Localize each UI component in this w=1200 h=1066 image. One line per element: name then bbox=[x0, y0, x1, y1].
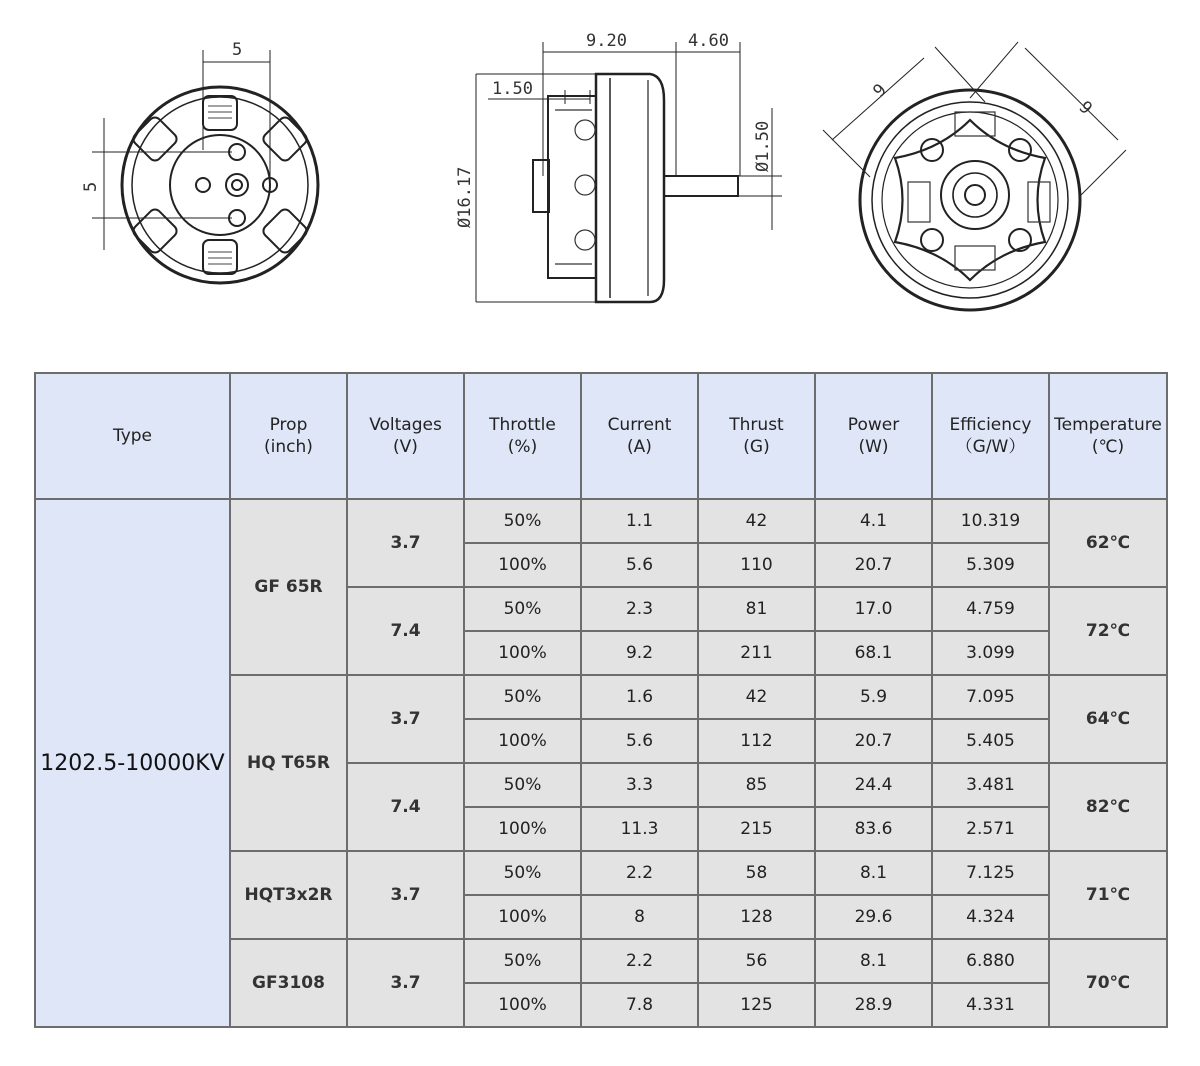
temperature-value: 62℃ bbox=[1049, 499, 1167, 587]
side-dim-base-offset: 1.50 bbox=[492, 79, 533, 99]
power-value: 83.6 bbox=[815, 807, 932, 851]
header-type: Type bbox=[35, 373, 230, 499]
current-value: 2.3 bbox=[581, 587, 698, 631]
header-row bbox=[35, 373, 1167, 499]
prop-name: HQT3x2R bbox=[230, 851, 347, 939]
throttle-value: 50% bbox=[464, 587, 581, 631]
efficiency-value: 4.324 bbox=[932, 895, 1049, 939]
thrust-value: 215 bbox=[698, 807, 815, 851]
throttle-value: 50% bbox=[464, 939, 581, 983]
current-value: 9.2 bbox=[581, 631, 698, 675]
thrust-value: 128 bbox=[698, 895, 815, 939]
thrust-value: 211 bbox=[698, 631, 815, 675]
back-dim-right: 9 bbox=[1074, 97, 1096, 119]
throttle-value: 100% bbox=[464, 895, 581, 939]
thrust-value: 42 bbox=[698, 499, 815, 543]
thrust-value: 110 bbox=[698, 543, 815, 587]
side-dim-diameter: Ø16.17 bbox=[455, 166, 475, 228]
side-dim-body-length: 9.20 bbox=[586, 31, 627, 51]
temperature-value: 82℃ bbox=[1049, 763, 1167, 851]
efficiency-value: 2.571 bbox=[932, 807, 1049, 851]
thrust-value: 125 bbox=[698, 983, 815, 1027]
voltage-value: 3.7 bbox=[347, 939, 464, 1027]
temperature-value: 72℃ bbox=[1049, 587, 1167, 675]
prop-name: HQ T65R bbox=[230, 675, 347, 851]
efficiency-value: 3.099 bbox=[932, 631, 1049, 675]
efficiency-value: 5.405 bbox=[932, 719, 1049, 763]
header-voltages: Voltages (V) bbox=[347, 373, 464, 499]
prop-name: GF 65R bbox=[230, 499, 347, 675]
voltage-value: 3.7 bbox=[347, 499, 464, 587]
power-value: 20.7 bbox=[815, 543, 932, 587]
efficiency-value: 10.319 bbox=[932, 499, 1049, 543]
thrust-value: 112 bbox=[698, 719, 815, 763]
header-thrust: Thrust (G) bbox=[698, 373, 815, 499]
current-value: 1.6 bbox=[581, 675, 698, 719]
thrust-value: 58 bbox=[698, 851, 815, 895]
header-current: Current (A) bbox=[581, 373, 698, 499]
motor-test-table bbox=[34, 372, 1168, 1028]
efficiency-value: 4.331 bbox=[932, 983, 1049, 1027]
side-dim-shaft-diameter: Ø1.50 bbox=[753, 120, 773, 172]
power-value: 8.1 bbox=[815, 939, 932, 983]
temperature-value: 64℃ bbox=[1049, 675, 1167, 763]
throttle-value: 100% bbox=[464, 543, 581, 587]
table-row bbox=[35, 499, 1167, 543]
current-value: 1.1 bbox=[581, 499, 698, 543]
voltage-value: 7.4 bbox=[347, 587, 464, 675]
current-value: 8 bbox=[581, 895, 698, 939]
front-dim-left: 5 bbox=[81, 181, 101, 192]
throttle-value: 100% bbox=[464, 807, 581, 851]
voltage-value: 3.7 bbox=[347, 675, 464, 763]
power-value: 4.1 bbox=[815, 499, 932, 543]
thrust-value: 56 bbox=[698, 939, 815, 983]
power-value: 28.9 bbox=[815, 983, 932, 1027]
throttle-value: 100% bbox=[464, 719, 581, 763]
header-throttle: Throttle (%) bbox=[464, 373, 581, 499]
current-value: 7.8 bbox=[581, 983, 698, 1027]
motor-type: 1202.5-10000KV bbox=[35, 499, 230, 1027]
current-value: 3.3 bbox=[581, 763, 698, 807]
power-value: 20.7 bbox=[815, 719, 932, 763]
power-value: 29.6 bbox=[815, 895, 932, 939]
throttle-value: 50% bbox=[464, 675, 581, 719]
current-value: 2.2 bbox=[581, 851, 698, 895]
back-view-drawing bbox=[823, 42, 1126, 310]
header-prop: Prop (inch) bbox=[230, 373, 347, 499]
power-value: 24.4 bbox=[815, 763, 932, 807]
thrust-value: 42 bbox=[698, 675, 815, 719]
throttle-value: 50% bbox=[464, 499, 581, 543]
efficiency-value: 3.481 bbox=[932, 763, 1049, 807]
efficiency-value: 6.880 bbox=[932, 939, 1049, 983]
efficiency-value: 7.095 bbox=[932, 675, 1049, 719]
power-value: 68.1 bbox=[815, 631, 932, 675]
thrust-value: 85 bbox=[698, 763, 815, 807]
voltage-value: 7.4 bbox=[347, 763, 464, 851]
efficiency-value: 7.125 bbox=[932, 851, 1049, 895]
current-value: 11.3 bbox=[581, 807, 698, 851]
current-value: 5.6 bbox=[581, 719, 698, 763]
front-view-drawing bbox=[81, 40, 318, 283]
side-dim-shaft-length: 4.60 bbox=[688, 31, 729, 51]
power-value: 17.0 bbox=[815, 587, 932, 631]
current-value: 2.2 bbox=[581, 939, 698, 983]
header-temperature: Temperature (℃) bbox=[1049, 373, 1167, 499]
back-dim-left: 9 bbox=[869, 80, 891, 102]
temperature-value: 70℃ bbox=[1049, 939, 1167, 1027]
thrust-value: 81 bbox=[698, 587, 815, 631]
temperature-value: 71℃ bbox=[1049, 851, 1167, 939]
header-power: Power (W) bbox=[815, 373, 932, 499]
prop-name: GF3108 bbox=[230, 939, 347, 1027]
power-value: 5.9 bbox=[815, 675, 932, 719]
throttle-value: 50% bbox=[464, 763, 581, 807]
voltage-value: 3.7 bbox=[347, 851, 464, 939]
efficiency-value: 4.759 bbox=[932, 587, 1049, 631]
throttle-value: 50% bbox=[464, 851, 581, 895]
throttle-value: 100% bbox=[464, 631, 581, 675]
front-dim-top: 5 bbox=[232, 40, 243, 60]
motor-drawings bbox=[0, 0, 1200, 340]
power-value: 8.1 bbox=[815, 851, 932, 895]
side-view-drawing bbox=[455, 31, 782, 302]
header-efficiency: Efficiency （G/W） bbox=[932, 373, 1049, 499]
efficiency-value: 5.309 bbox=[932, 543, 1049, 587]
current-value: 5.6 bbox=[581, 543, 698, 587]
throttle-value: 100% bbox=[464, 983, 581, 1027]
